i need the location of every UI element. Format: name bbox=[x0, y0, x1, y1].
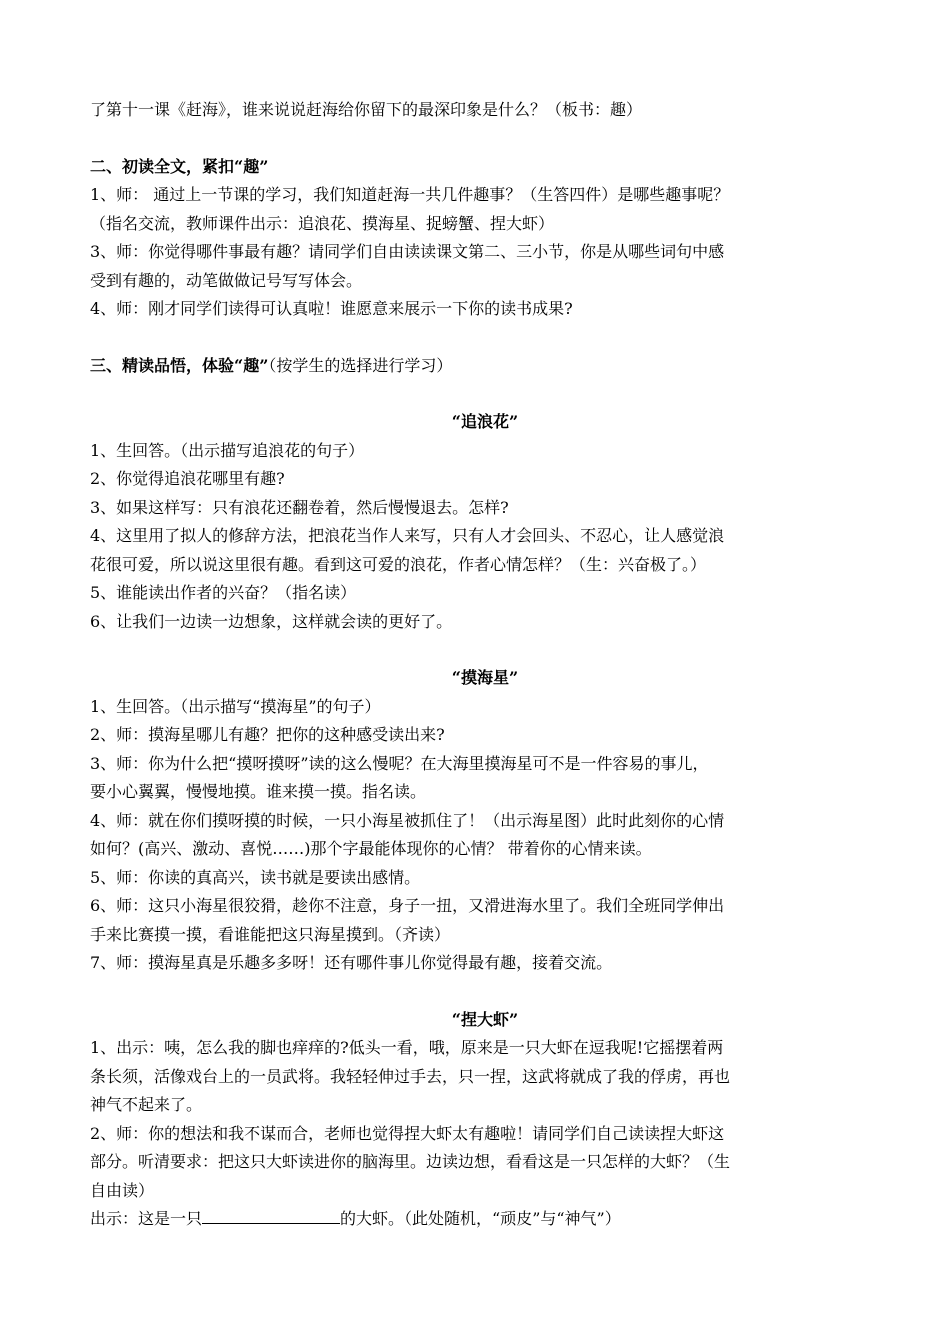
section3-heading-title: 三、精读品悟，体验“趣” bbox=[90, 355, 269, 375]
part1-line: 4、这里用了拟人的修辞方法，把浪花当作人来写，只有人才会回头、不忍心，让人感觉浪 bbox=[90, 526, 725, 545]
part2-line: 2、师：摸海星哪儿有趣？把你的这种感受读出来? bbox=[90, 725, 445, 744]
section2-line: （指名交流，教师课件出示：追浪花、摸海星、捉螃蟹、捏大虾） bbox=[90, 213, 555, 233]
section2-line: 4、师：刚才同学们读得可认真啦！谁愿意来展示一下你的读书成果? bbox=[90, 299, 573, 318]
part2-line: 3、师：你为什么把“摸呀摸呀”读的这么慢呢？在大海里摸海星可不是一件容易的事儿， bbox=[90, 753, 709, 773]
section2-heading: 二、初读全文，紧扣“趣” bbox=[90, 156, 269, 176]
part1-title: “追浪花” bbox=[451, 412, 519, 431]
part1-line: 1、生回答。（出示描写追浪花的句子） bbox=[90, 440, 365, 460]
part2-line: 4、师：就在你们摸呀摸的时候，一只小海星被抓住了！（出示海星图）此时此刻你的心情 bbox=[90, 810, 725, 830]
fill-in-suffix: 的大虾。（此处随机，“顽皮”与“神气”） bbox=[340, 1209, 621, 1228]
part1-line: 花很可爱，所以说这里很有趣。看到这可爱的浪花，作者心情怎样？（生：兴奋极了。） bbox=[90, 554, 707, 574]
part2-line: 1、生回答。（出示描写“摸海星”的句子） bbox=[90, 696, 381, 716]
intro-line: 了第十一课《赶海》，谁来说说赶海给你留下的最深印象是什么？（板书：趣） bbox=[90, 100, 643, 119]
part2-line: 如何？(高兴、激动、喜悦……)那个字最能体现你的心情？ 带着你的心情来读。 bbox=[90, 839, 652, 858]
part3-line: 自由读） bbox=[90, 1180, 155, 1200]
fill-in-line bbox=[90, 1205, 880, 1234]
part1-line: 2、你觉得追浪花哪里有趣? bbox=[90, 469, 285, 488]
fill-in-prefix: 出示：这是一只 bbox=[90, 1209, 203, 1228]
section2-line: 1、师： 通过上一节课的学习，我们知道赶海一共几件趣事？（生答四件）是哪些趣事呢？ bbox=[90, 185, 730, 204]
part3-line: 条长须，活像戏台上的一员武将。我轻轻伸过手去，只一捏，这武将就成了我的俘虏，再也 bbox=[90, 1066, 731, 1086]
section3-heading-note: （按学生的选择进行学习） bbox=[268, 355, 453, 375]
part2-line: 5、师：你读的真高兴，读书就是要读出感情。 bbox=[90, 867, 421, 887]
document-page bbox=[90, 96, 880, 1234]
part1-line: 3、如果这样写：只有浪花还翻卷着，然后慢慢退去。怎样? bbox=[90, 497, 509, 517]
section3-heading bbox=[90, 352, 880, 381]
part2-line: 手来比赛摸一摸，看谁能把这只海星摸到。（齐读） bbox=[90, 924, 451, 944]
part3-line: 1、出示：咦，怎么我的脚也痒痒的?低头一看，哦，原来是一只大虾在逗我呢!它摇摆着两 bbox=[90, 1038, 724, 1057]
part3-title: “捏大虾” bbox=[451, 1009, 519, 1029]
part2-line: 要小心翼翼，慢慢地摸。谁来摸一摸。指名读。 bbox=[90, 782, 427, 801]
section2-line: 受到有趣的，动笔做做记号写写体会。 bbox=[90, 270, 363, 290]
section2-line: 3、师：你觉得哪件事最有趣？请同学们自由读读课文第二、三小节，你是从哪些词句中感 bbox=[90, 242, 725, 261]
part2-line: 6、师：这只小海星很狡猾，趁你不注意，身子一扭，又滑进海水里了。我们全班同学伸出 bbox=[90, 896, 725, 915]
part1-line: 5、谁能读出作者的兴奋？（指名读） bbox=[90, 583, 357, 602]
part1-line: 6、让我们一边读一边想象，这样就会读的更好了。 bbox=[90, 611, 453, 631]
part3-line: 2、师：你的想法和我不谋而合，老师也觉得捏大虾太有趣啦！请同学们自己读读捏大虾这 bbox=[90, 1123, 725, 1143]
part2-line: 7、师：摸海星真是乐趣多多呀！还有哪件事儿你觉得最有趣，接着交流。 bbox=[90, 953, 613, 972]
part3-line: 部分。听清要求：把这只大虾读进你的脑海里。边读边想，看看这是一只怎样的大虾？（生 bbox=[90, 1152, 731, 1171]
part2-title: “摸海星” bbox=[451, 668, 519, 687]
part3-line: 神气不起来了。 bbox=[90, 1095, 203, 1114]
fill-in-blank bbox=[202, 1209, 340, 1224]
